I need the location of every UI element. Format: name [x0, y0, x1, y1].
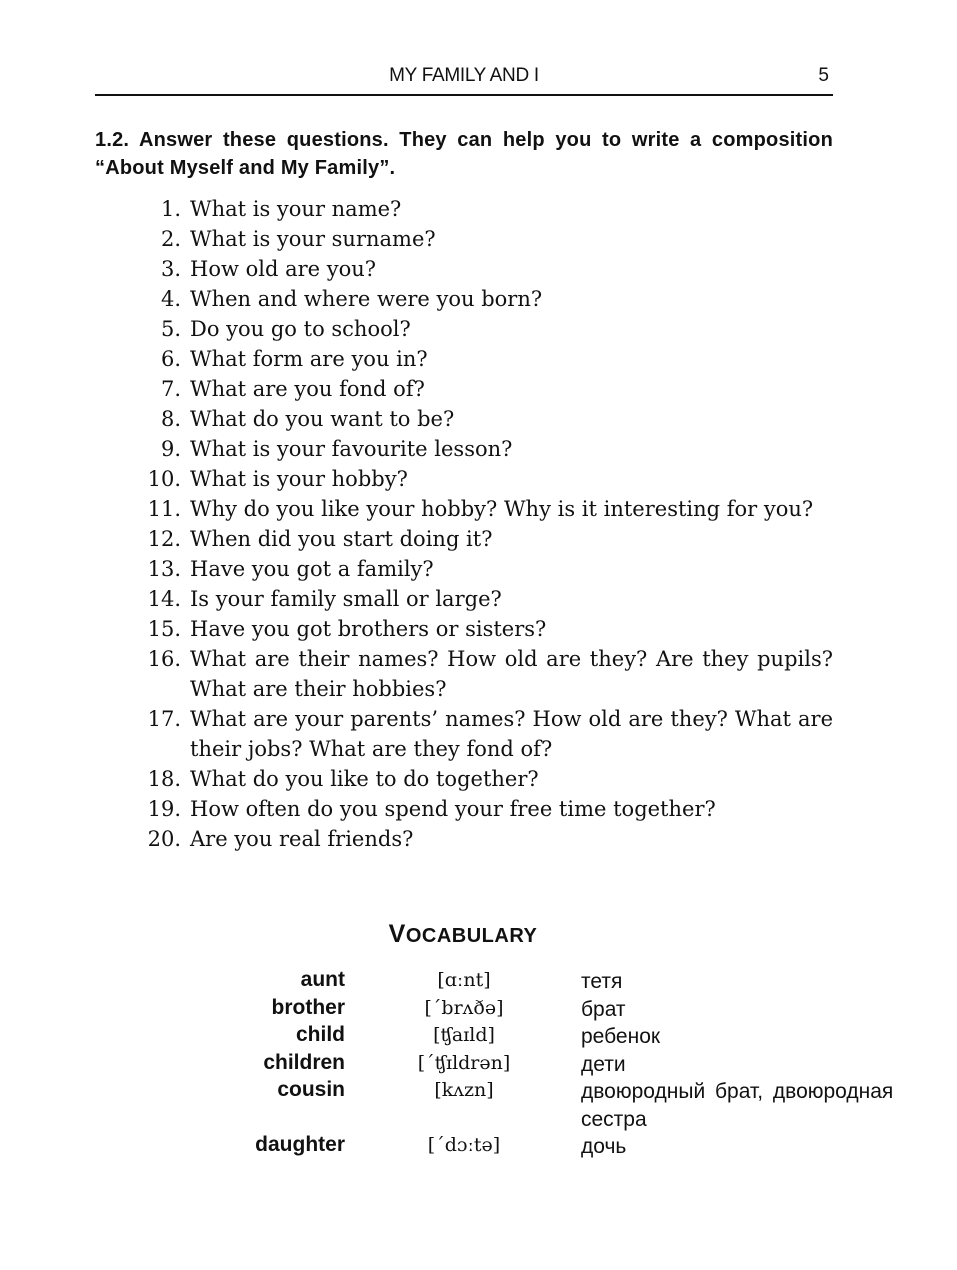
vocabulary-translation: тетя	[581, 970, 623, 993]
question-item	[0, 284, 833, 314]
question-number: 9.	[160, 437, 181, 461]
question-text: What is your hobby?	[190, 467, 408, 491]
question-text: How old are you?	[190, 257, 377, 281]
vocabulary-translation: дочь	[581, 1135, 627, 1158]
question-text: When did you start doing it?	[190, 527, 493, 551]
vocabulary-transcription: [´brʌðə]	[424, 996, 504, 1019]
question-number: 11.	[147, 497, 181, 521]
vocabulary-word: cousin	[277, 1078, 345, 1101]
question-item	[0, 314, 833, 344]
question-number: 7.	[160, 377, 181, 401]
question-text: What are you fond of?	[190, 377, 425, 401]
question-text: What are their names? How old are they? Are they pupils? What are their hobbies?	[190, 647, 833, 701]
vocabulary-translation: двоюродный брат, двоюродная сестра	[581, 1080, 894, 1131]
question-number: 5.	[160, 317, 181, 341]
question-item	[0, 824, 833, 854]
question-item	[0, 344, 833, 374]
question-item	[0, 224, 833, 254]
question-number: 20.	[147, 827, 181, 851]
question-text: How often do you spend your free time together?	[190, 797, 716, 821]
running-title: MY FAMILY AND I	[389, 65, 539, 86]
question-item	[0, 614, 833, 644]
vocabulary-word: children	[263, 1050, 345, 1074]
question-number: 8.	[160, 407, 181, 431]
vocabulary-heading-rest: OCABULARY	[405, 925, 538, 947]
question-item	[0, 704, 833, 764]
question-text: What do you like to do together?	[190, 767, 539, 791]
task-number: 1.2.	[95, 129, 130, 151]
question-number: 2.	[160, 227, 181, 251]
question-text: What are your parents’ names? How old are they? What are their jobs? What are they fond of?	[190, 707, 833, 761]
question-item	[0, 524, 833, 554]
question-number: 3.	[160, 257, 181, 281]
question-text: What do you want to be?	[190, 407, 455, 431]
question-text: Are you real friends?	[190, 827, 414, 851]
vocabulary-translation: ребенок	[581, 1025, 661, 1048]
vocabulary-row	[0, 968, 957, 996]
vocabulary-heading-initial: V	[388, 920, 406, 948]
question-text: What is your surname?	[190, 227, 436, 251]
question-text: Why do you like your hobby? Why is it interesting for you?	[190, 497, 814, 521]
vocabulary-word: child	[295, 1023, 345, 1046]
question-item	[0, 194, 833, 224]
question-number: 18.	[147, 767, 181, 791]
question-text: What is your favourite lesson?	[190, 437, 513, 461]
vocabulary-transcription: [kʌzn]	[434, 1079, 494, 1101]
question-number: 6.	[160, 347, 181, 371]
question-item	[0, 644, 833, 704]
vocabulary-transcription: [ʧaɪld]	[433, 1024, 495, 1046]
vocabulary-word: brother	[271, 995, 345, 1019]
question-number: 14.	[147, 587, 181, 611]
question-item	[0, 374, 833, 404]
question-number: 4.	[160, 287, 181, 311]
question-number: 13.	[147, 557, 181, 581]
question-item	[0, 554, 833, 584]
question-text: Have you got a family?	[190, 557, 434, 581]
question-item	[0, 404, 833, 434]
question-number: 10.	[147, 467, 181, 491]
task-text: Answer these questions. They can help you to write a composition “About Myself and My Family”.	[95, 129, 833, 179]
vocabulary-translation: дети	[581, 1052, 626, 1076]
question-number: 15.	[147, 617, 181, 641]
question-number: 12.	[147, 527, 181, 551]
question-list	[0, 194, 957, 854]
vocabulary-row	[0, 1023, 957, 1051]
question-text: When and where were you born?	[190, 287, 543, 311]
vocabulary-transcription: [´dɔːtə]	[427, 1134, 501, 1156]
question-number: 19.	[147, 797, 181, 821]
question-item	[0, 254, 833, 284]
page-number: 5	[818, 65, 829, 86]
question-text: What form are you in?	[190, 347, 428, 371]
question-number: 1.	[160, 197, 181, 221]
vocabulary-row	[0, 1078, 957, 1133]
vocabulary-transcription: [ɑːnt]	[437, 969, 491, 991]
vocabulary-word: daughter	[255, 1133, 345, 1156]
question-item	[0, 764, 833, 794]
vocabulary-transcription: [´ʧɪldrən]	[417, 1051, 511, 1074]
question-number: 17.	[147, 707, 181, 731]
question-number: 16.	[147, 647, 181, 671]
page-header	[95, 62, 833, 96]
vocabulary-row	[0, 996, 957, 1024]
vocabulary-heading	[0, 920, 926, 949]
vocabulary-row	[0, 1133, 957, 1161]
vocabulary-word: aunt	[300, 968, 345, 991]
question-text: Have you got brothers or sisters?	[190, 617, 547, 641]
vocabulary-translation: брат	[581, 997, 626, 1021]
question-item	[0, 434, 833, 464]
question-item	[0, 494, 833, 524]
task-instruction	[95, 126, 833, 182]
question-item	[0, 464, 833, 494]
question-item	[0, 584, 833, 614]
question-text: What is your name?	[190, 197, 402, 221]
vocabulary-table	[0, 968, 957, 1161]
question-item	[0, 794, 833, 824]
question-text: Do you go to school?	[190, 317, 411, 341]
vocabulary-row	[0, 1051, 957, 1079]
question-text: Is your family small or large?	[190, 587, 502, 611]
